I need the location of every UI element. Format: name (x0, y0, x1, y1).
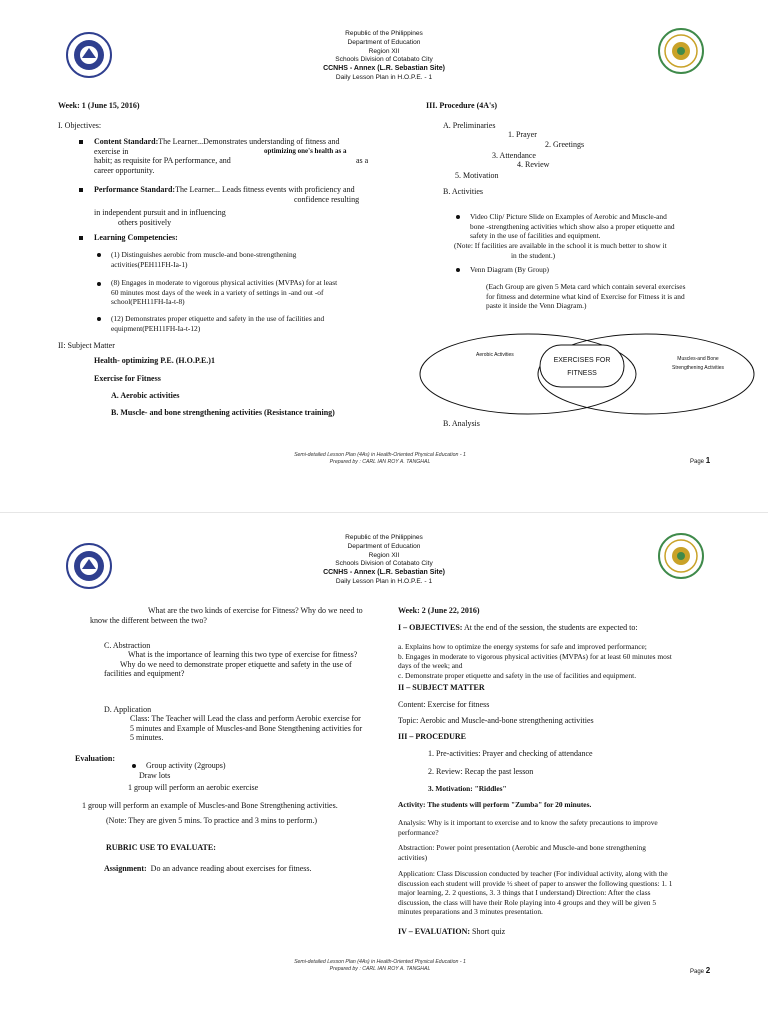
prelim-item: 2. Greetings (545, 140, 585, 149)
square-bullet-icon (79, 188, 83, 192)
application-heading: D. Application (104, 705, 152, 714)
bullet-icon (456, 268, 460, 272)
subject-item-b: B. Muscle- and bone strengthening activities (Resistance training) (111, 408, 335, 417)
evaluation-line: IV – EVALUATION: Short quiz (398, 927, 506, 936)
competency-12: (12) Demonstrates proper etiquette and safety in the use of facilities and equipment(PEH11FH-Ia-t-12) (111, 314, 325, 333)
evaluation-heading: Evaluation: (75, 754, 116, 763)
header-school: CCNHS - Annex (L.R. Sebastian Site) (323, 569, 445, 577)
performance-standard: Performance Standard:The Learner... Leads fitness events with proficiency and confidence resulting in independent pursuit and in influencing others positively (94, 185, 360, 227)
header-line: Daily Lesson Plan in H.O.P.E. - 1 (335, 577, 433, 585)
subject-topic: Exercise for Fitness (94, 374, 161, 383)
header-line: Schools Division of Cotabato City (335, 56, 433, 64)
abstraction-body: What is the importance of learning this two type of exercise for fitness? Why do we need to demonstrate proper etiquette and safety in the use of facilities and equipment? (104, 650, 358, 679)
header-school: CCNHS - Annex (L.R. Sebastian Site) (323, 65, 445, 73)
venn-right-label: Muscles-and Bone Strengthening Activities (672, 356, 724, 371)
objectives-list: a. Explains how to optimize the energy systems for safe and improved performance; b. Engages in moderate to vigorous physical activities (MVPAs) for at least 60 minutes most days of the week; and c. Demonstrate proper etiquette and safety in the use of facilities and equipment. (398, 642, 672, 680)
page-number: Page 1 (690, 456, 711, 465)
prelim-item: 1. Prayer (508, 130, 537, 139)
activity-note: (Note: If facilities are available in the school it is much better to show it in the student.) (454, 241, 667, 260)
competency-8: (8) Engages in moderate to vigorous physical activities (MVPAs) for at least 60 minutes most days of the week in a variety of settings in -and out -of school(PEH11FH-Ia-t-8) (111, 278, 338, 307)
objectives-line: I – OBJECTIVES: At the end of the session, the students are expected to: (398, 623, 638, 632)
topic-line: Topic: Aerobic and Muscle-and-bone strengthening activities (398, 716, 594, 725)
square-bullet-icon (79, 236, 83, 240)
prelim-item: 3. Attendance (492, 151, 536, 160)
activity-venn: Venn Diagram (By Group) (470, 265, 550, 274)
procedure-heading: III – PROCEDURE (398, 732, 467, 741)
abstraction-line: Abstraction: Power point presentation (Aerobic and Muscle-and bone strengthening activities) (398, 843, 646, 862)
bullet-icon (132, 764, 136, 768)
page-2 (0, 512, 768, 1025)
prelim-item: 4. Review (517, 160, 550, 169)
content-standard: Content Standard:The Learner...Demonstrates understanding of fitness and exercise in optimizing one's health as a habit; as requisite for PA performance, and as a career opportunity. (94, 137, 369, 175)
procedure-item: 1. Pre-activities: Prayer and checking of attendance (428, 749, 593, 758)
analysis-heading: B. Analysis (443, 419, 480, 428)
header-line: Schools Division of Cotabato City (335, 560, 433, 568)
evaluation-note: (Note: They are given 5 mins. To practice and 3 mins to perform.) (106, 816, 318, 825)
header-line: Department of Education (347, 38, 421, 46)
header-line: Region XII (368, 551, 400, 559)
header-line: Department of Education (347, 542, 421, 550)
abstraction-heading: C. Abstraction (104, 641, 151, 650)
subject-title: Health- optimizing P.E. (H.O.P.E.)1 (94, 356, 215, 365)
analysis-questions: What are the two kinds of exercise for Fitness? Why do we need to know the different between the two? (90, 606, 363, 625)
bullet-icon (97, 282, 101, 286)
page-1 (0, 0, 768, 512)
assignment: Assignment: Do an advance reading about exercises for fitness. (104, 864, 312, 873)
header-line: Region XII (368, 47, 400, 55)
letterhead (234, 534, 534, 587)
deped-seal-icon (66, 543, 112, 589)
square-bullet-icon (79, 140, 83, 144)
application-line: Application: Class Discussion conducted by teacher (For individual activity, along with the discussion each student will provide ½ sheet of paper to answer the following questions: 1. 1 major learning, 2. 2 questions, 3. 3 things that I understand) Direction: After the class discussion, the class will have their Role playing into 4 groups and they will be given 5 minutes preparations and 3 minutes presentation. (398, 869, 673, 917)
competency-1: (1) Distinguishes aerobic from muscle-and bone-strengthening activities(PEH11FH-Ia-1) (111, 250, 297, 269)
header-line: Republic of the Philippines (345, 30, 423, 37)
learning-competencies-heading: Learning Competencies: (94, 233, 178, 242)
prelim-item: 5. Motivation (455, 171, 499, 180)
footer: Semi-detailed Lesson Plan (4As) in Health-Oriented Physical Education - 1 Prepared by : CARL IAN ROY A. TANGHAL (294, 959, 466, 972)
subject-matter-heading: II: Subject Matter (58, 341, 115, 350)
footer: Semi-detailed Lesson Plan (4As) in Health-Oriented Physical Education - 1 Prepared by : CARL IAN ROY A. TANGHAL (294, 452, 466, 465)
subject-item-a: A. Aerobic activities (111, 391, 180, 400)
activity-venn-description: (Each Group are given 5 Meta card which contain several exercises for fitness and determine what kind of Exercise for Fitness it is and paste it inside the Venn Diagram.) (486, 282, 686, 311)
letterhead (234, 30, 534, 83)
application-body: Class: The Teacher will Lead the class and perform Aerobic exercise for 5 minutes and Example of Muscles-and Bone Stengthening activities for 5 minutes. (130, 714, 363, 743)
procedure-item: 2. Review: Recap the past lesson (428, 767, 534, 776)
header-line: Daily Lesson Plan in H.O.P.E. - 1 (335, 73, 433, 81)
objectives-heading: I. Objectives: (58, 121, 102, 130)
week-2-title: Week: 2 (June 22, 2016) (398, 606, 480, 615)
evaluation-item: 1 group will perform an aerobic exercise (128, 783, 259, 792)
activity-line: Activity: The students will perform "Zumba" for 20 minutes. (398, 800, 592, 809)
activity-video-clip: Video Clip/ Picture Slide on Examples of Aerobic and Muscle-and bone -strengthening activities which show also a proper etiquette and safety in the use of facilities and equipment. (470, 212, 675, 241)
rubric-heading: RUBRIC USE TO EVALUATE: (106, 843, 216, 852)
evaluation-item: Group activity (2groups) (146, 761, 226, 770)
school-seal-icon (658, 533, 704, 579)
page-number: Page 2 (690, 966, 711, 975)
analysis-line: Analysis: Why is it important to exercise and to know the safety precautions to improve performance? (398, 818, 658, 837)
bullet-icon (456, 215, 460, 219)
evaluation-item: Draw lots (139, 771, 171, 780)
procedure-item: 3. Motivation: "Riddles" (428, 784, 507, 793)
week-1-title: Week: 1 (June 15, 2016) (58, 101, 140, 110)
bullet-icon (97, 253, 101, 257)
procedure-heading: III. Procedure (4A's) (426, 101, 498, 110)
deped-seal-icon (66, 32, 112, 78)
preliminaries-heading: A. Preliminaries (443, 121, 496, 130)
evaluation-item: 1 group will perform an example of Muscles-and Bone Strengthening activities. (82, 801, 338, 810)
venn-center-label: EXERCISES FOR FITNESS (553, 357, 611, 377)
activities-heading: B. Activities (443, 187, 483, 196)
subject-matter-heading: II – SUBJECT MATTER (398, 683, 485, 692)
content-line: Content: Exercise for fitness (398, 700, 490, 709)
school-seal-icon (658, 28, 704, 74)
bullet-icon (97, 317, 101, 321)
header-line: Republic of the Philippines (345, 534, 423, 541)
venn-left-label: Aerobic Activities (476, 352, 514, 358)
